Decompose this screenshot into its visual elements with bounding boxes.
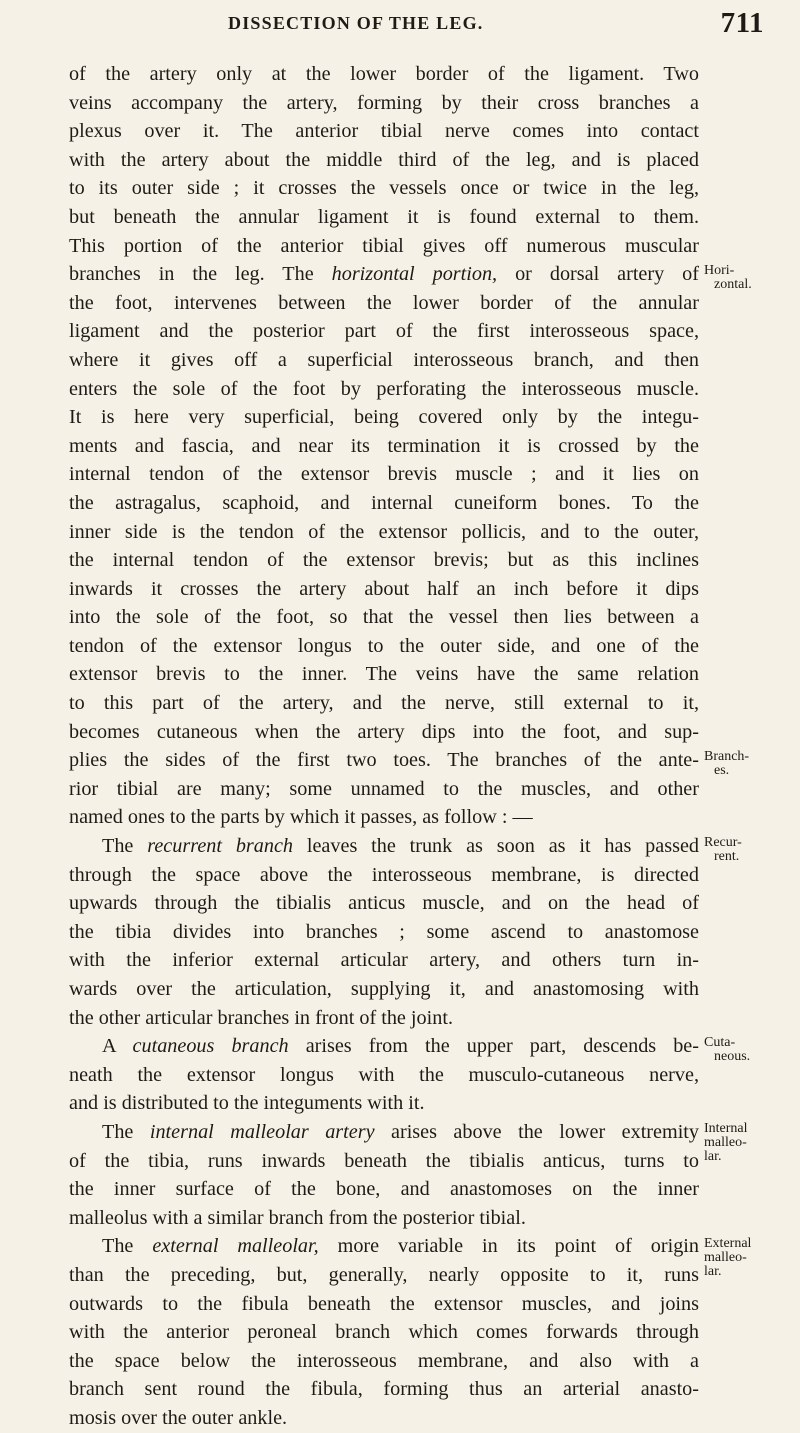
margin-note (704, 1237, 751, 1279)
text-segment: enters the sole of the foot by perforating the interosseous muscle. (69, 377, 699, 400)
margin-note-line: malleo- (704, 1135, 747, 1151)
text-segment: with the artery about the middle third of the leg, and is placed (69, 148, 699, 171)
text-segment: veins accompany the artery, forming by their cross branches a (69, 91, 699, 114)
italic-term: internal malleolar artery (149, 1120, 375, 1143)
text-line (69, 1204, 699, 1233)
text-line (69, 117, 699, 146)
text-segment: wards over the articulation, supplying it, and anastomosing with (69, 978, 699, 1000)
margin-note-line: lar. (704, 1149, 722, 1165)
text-segment: mosis over the outer ankle. (69, 1406, 288, 1429)
text-line (69, 575, 699, 604)
text-segment: the space below the interosseous membrane, and also with a (69, 1349, 699, 1372)
text-line (69, 289, 699, 318)
text-segment: inwards it crosses the artery about half an inch before it dips (69, 577, 699, 600)
text-segment: the foot, intervenes between the lower border of the annular (69, 291, 699, 314)
text-segment: The (102, 835, 148, 858)
text-line (69, 146, 699, 175)
text-segment: ments and fascia, and near its termination it is crossed by the (69, 434, 699, 457)
text-segment: than the preceding, but, generally, nearly opposite to it, runs (69, 1263, 699, 1286)
text-segment: into the sole of the foot, so that the vessel then lies between a (69, 606, 699, 629)
header-title: DISSECTION OF THE LEG. (228, 13, 484, 33)
text-segment: but beneath the annular ligament it is found external to them. (69, 205, 699, 228)
text-line (69, 89, 699, 118)
italic-term: horizontal portion, (331, 263, 498, 286)
text-segment: becomes cutaneous when the artery dips into the foot, and sup- (69, 720, 699, 743)
text-line (69, 203, 699, 232)
text-segment: to this part of the artery, and the nerve, still external to it, (69, 692, 699, 715)
margin-note-line: zontal. (714, 277, 752, 293)
text-segment: with the inferior external articular artery, and others turn in- (69, 949, 699, 972)
text-segment: extensor brevis to the inner. The veins have the same relation (69, 663, 699, 686)
margin-note-line: Branch- (704, 749, 750, 765)
italic-term: external malleolar, (152, 1235, 319, 1258)
text-segment: where it gives off a superficial interosseous branch, and then (69, 348, 699, 371)
text-line (69, 546, 699, 575)
text-segment: tendon of the extensor longus to the outer side, and one of the (69, 634, 699, 657)
text-line (69, 460, 699, 489)
text-line (69, 174, 699, 203)
text-segment: with the anterior peroneal branch which comes forwards through (69, 1321, 699, 1344)
text-line (69, 1175, 699, 1204)
text-line (69, 1404, 699, 1433)
text-segment: branches in the leg. The (69, 263, 332, 286)
text-line (69, 1004, 699, 1033)
italic-term: recurrent branch (147, 835, 294, 858)
text-line (69, 1375, 699, 1404)
text-line (69, 1061, 699, 1090)
text-line (69, 632, 699, 661)
text-segment: through the space above the interosseous membrane, is directed (69, 863, 699, 886)
text-segment: the astragalus, scaphoid, and internal cuneiform bones. To the (69, 491, 699, 514)
text-line (69, 775, 699, 804)
text-segment: of the tibia, runs inwards beneath the tibialis anticus, turns to (69, 1149, 699, 1172)
text-segment: arises above the lower extremity (374, 1120, 699, 1143)
margin-note (704, 1122, 748, 1164)
margin-note-line: Cuta- (704, 1035, 736, 1051)
text-line (69, 375, 699, 404)
margin-note-line: Hori- (704, 263, 735, 279)
text-line (69, 1118, 699, 1147)
text-segment: rior tibial are many; some unnamed to the muscles, and other (69, 777, 699, 800)
text-line (69, 946, 699, 975)
page-number: 711 (720, 7, 764, 39)
text-segment: plexus over it. The anterior tibial nerve comes into contact (69, 120, 699, 143)
margin-note-line: es. (714, 763, 730, 779)
margin-note-line: rent. (714, 849, 740, 865)
text-line (69, 889, 699, 918)
text-line (69, 803, 699, 832)
text-segment: malleolus with a similar branch from the posterior tibial. (69, 1206, 526, 1229)
text-line (69, 975, 699, 1004)
text-segment: plies the sides of the first two toes. The branches of the ante- (69, 749, 699, 772)
text-line (69, 689, 699, 718)
text-line (69, 918, 699, 947)
text-line (69, 1347, 699, 1376)
italic-term: cutaneous branch (132, 1035, 289, 1058)
running-header (0, 7, 800, 39)
text-line (69, 746, 699, 775)
margin-note (704, 1036, 750, 1064)
text-segment: branch sent round the fibula, forming thus an arterial anasto- (69, 1378, 699, 1401)
text-line (69, 1147, 699, 1176)
text-segment: leaves the trunk as soon as it has passed (293, 835, 699, 858)
text-segment: A (102, 1035, 133, 1058)
text-line (69, 1089, 699, 1118)
text-segment: inner side is the tendon of the extensor pollicis, and to the outer, (69, 520, 699, 543)
text-line (69, 260, 699, 289)
text-segment: the inner surface of the bone, and anastomoses on the inner (69, 1178, 699, 1201)
text-segment: the other articular branches in front of the joint. (69, 1006, 453, 1029)
text-segment: more variable in its point of origin (318, 1235, 699, 1258)
text-line (69, 403, 699, 432)
margin-note-line: neous. (714, 1049, 751, 1065)
margin-note-line: lar. (704, 1263, 722, 1279)
text-line (69, 1261, 699, 1290)
text-segment: ligament and the posterior part of the first interosseous space, (69, 320, 699, 343)
text-line (69, 1032, 699, 1061)
text-line (69, 1318, 699, 1347)
text-line (69, 432, 699, 461)
text-segment: It is here very superficial, being covered only by the integu- (69, 406, 699, 429)
text-segment: the internal tendon of the extensor brevis; but as this inclines (69, 549, 699, 572)
text-line (69, 861, 699, 890)
margin-note (704, 264, 752, 292)
text-segment: This portion of the anterior tibial gives off numerous muscular (69, 234, 699, 257)
text-segment: upwards through the tibialis anticus muscle, and on the head of (69, 892, 699, 915)
text-segment: of the artery only at the lower border of the ligament. Two (69, 63, 699, 85)
text-segment: and is distributed to the integuments with it. (69, 1092, 425, 1115)
margin-note-line: Internal (704, 1121, 748, 1137)
text-line (69, 660, 699, 689)
text-segment: the tibia divides into branches ; some ascend to anastomose (69, 920, 699, 943)
margin-note-line: malleo- (704, 1249, 747, 1265)
text-segment: The (102, 1120, 150, 1143)
text-segment: or dorsal artery of (497, 263, 699, 286)
margin-note (704, 836, 742, 864)
text-line (69, 603, 699, 632)
text-segment: named ones to the parts by which it passes, as follow : — (69, 806, 533, 829)
text-line (69, 832, 699, 861)
text-segment: internal tendon of the extensor brevis muscle ; and it lies on (69, 463, 699, 486)
text-segment: arises from the upper part, descends be- (288, 1035, 699, 1058)
margin-note-line: Recur- (704, 835, 742, 851)
text-line (69, 489, 699, 518)
text-line (69, 718, 699, 747)
text-line (69, 1232, 699, 1261)
text-segment: to its outer side ; it crosses the vessels once or twice in the leg, (69, 177, 699, 200)
text-line (69, 60, 699, 89)
text-line (69, 346, 699, 375)
margin-note-line: External (704, 1235, 752, 1251)
text-segment: The (102, 1235, 153, 1258)
text-segment: neath the extensor longus with the musculo-cutaneous nerve, (69, 1063, 699, 1086)
body-text (69, 60, 699, 1433)
text-line (69, 232, 699, 261)
margin-note (704, 750, 749, 778)
text-line (69, 317, 699, 346)
text-line (69, 518, 699, 547)
text-segment: outwards to the fibula beneath the extensor muscles, and joins (69, 1292, 699, 1315)
